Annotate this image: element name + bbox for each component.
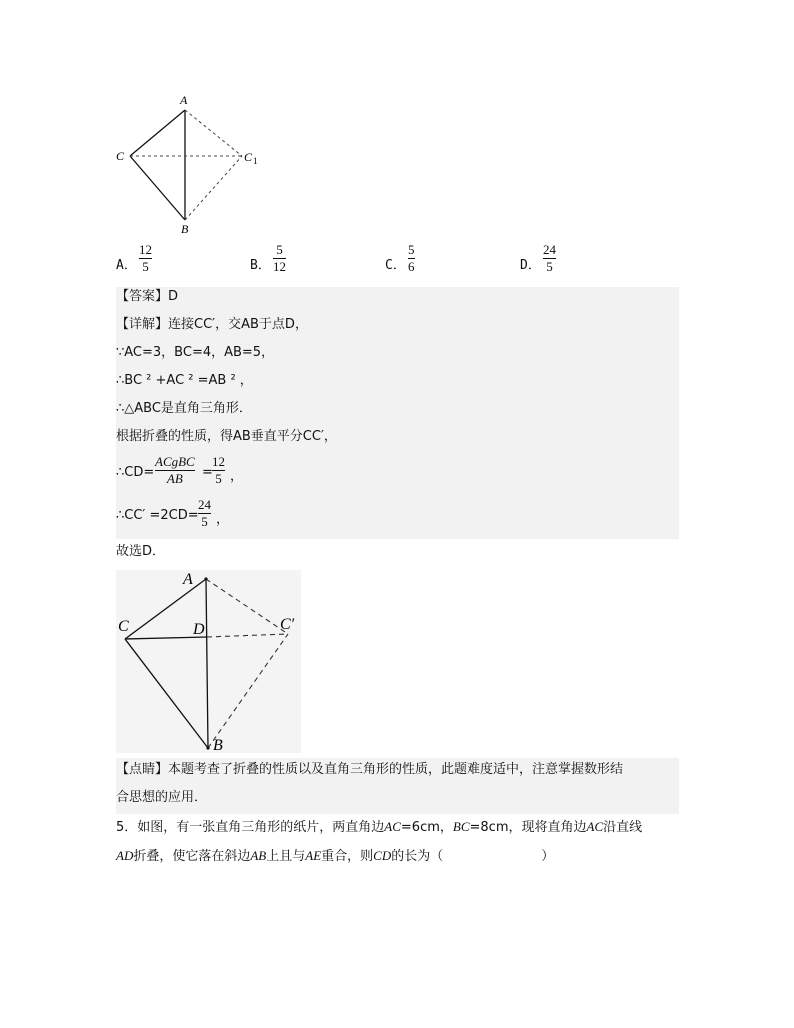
option-d-fraction bbox=[543, 243, 556, 274]
option-b-label: B． bbox=[250, 258, 271, 273]
question5-line-1 bbox=[116, 818, 642, 837]
detail-6-rden: 5 bbox=[215, 471, 222, 486]
q5-text-2b: 上且与 bbox=[266, 849, 306, 864]
option-a-label: A． bbox=[116, 258, 137, 273]
detail-6-fraction bbox=[155, 455, 195, 486]
option-c-label: C． bbox=[385, 258, 406, 273]
option-c-num: 5 bbox=[408, 242, 415, 257]
option-b-fraction bbox=[273, 243, 286, 274]
comment-tag: 【点睛】 bbox=[116, 762, 169, 777]
comment-line-1 bbox=[116, 761, 623, 779]
option-c-den: 6 bbox=[408, 259, 415, 274]
q5-var-ae: AE bbox=[305, 848, 322, 863]
q5-var-bc: BC bbox=[452, 819, 470, 834]
q5-var-ad: AD bbox=[116, 848, 134, 863]
detail-7-den: 5 bbox=[201, 514, 208, 529]
option-c-fraction bbox=[408, 243, 415, 274]
label-c1-sub: 1 bbox=[253, 156, 258, 166]
option-b-den: 12 bbox=[273, 259, 286, 274]
q5-text-2e: ） bbox=[541, 849, 555, 864]
q5-var-cd: CD bbox=[373, 848, 392, 863]
label2-d: D bbox=[193, 621, 205, 638]
label2-cprime: C′ bbox=[280, 616, 295, 633]
detail-6-eq: = bbox=[202, 465, 213, 480]
seg2-ab bbox=[206, 579, 208, 748]
figure-1 bbox=[110, 90, 280, 238]
label-a: A bbox=[180, 93, 188, 107]
label-c1: C bbox=[244, 150, 253, 164]
option-d-den: 5 bbox=[546, 259, 553, 274]
detail-line-3: ∴BC ² +AC ² =AB ² ， bbox=[116, 373, 253, 388]
detail-7-num: 24 bbox=[198, 497, 211, 512]
q5-text-1b: =6cm， bbox=[400, 820, 453, 835]
label-c: C bbox=[116, 149, 125, 163]
segment-cb bbox=[130, 156, 185, 220]
comment-text-1: 本题考查了折叠的性质以及直角三角形的性质，此题难度适中，注意掌握数形结 bbox=[168, 762, 624, 777]
detail-7-fraction bbox=[198, 498, 211, 529]
option-d-num: 24 bbox=[543, 242, 556, 257]
label2-b: B bbox=[213, 737, 223, 753]
detail-6-rnum: 12 bbox=[212, 454, 225, 469]
q5-var-ab: AB bbox=[250, 848, 267, 863]
detail-line-8: 故选D． bbox=[116, 544, 166, 559]
q5-text-2c: 重合，则 bbox=[321, 849, 374, 864]
q5-text-1a: 5．如图，有一张直角三角形的纸片，两直角边 bbox=[116, 820, 385, 835]
q5-text-2d: 的长为（ bbox=[391, 849, 444, 864]
label2-a: A bbox=[183, 571, 193, 588]
detail-line-2: ∵AC=3，BC=4，AB=5， bbox=[116, 345, 275, 360]
detail-6-prefix: ∴CD= bbox=[116, 465, 155, 480]
detail-6-result bbox=[212, 455, 225, 486]
detail-line-5: 根据折叠的性质，得AB垂直平分CC′， bbox=[116, 429, 337, 444]
label-b: B bbox=[181, 222, 189, 236]
answer-value: D bbox=[168, 289, 179, 304]
answer-line bbox=[116, 288, 178, 306]
q5-text-1c: =8cm，现将直角边 bbox=[469, 820, 587, 835]
q5-text-2a: 折叠，使它落在斜边 bbox=[133, 849, 251, 864]
q5-text-1d: 沿直线 bbox=[603, 820, 643, 835]
detail-6-num: ACgBC bbox=[155, 454, 195, 469]
segment-bc1 bbox=[185, 156, 242, 220]
option-a-num: 12 bbox=[139, 242, 152, 257]
seg2-cb bbox=[125, 639, 208, 748]
question5-line-2 bbox=[116, 847, 554, 866]
detail-6-suffix: ， bbox=[230, 469, 244, 484]
detail-line-1 bbox=[116, 316, 308, 334]
seg2-dcp bbox=[207, 634, 288, 637]
detail-text-1: 连接CC′，交AB于点D， bbox=[168, 317, 308, 332]
figure-2 bbox=[116, 570, 301, 753]
detail-tag: 【详解】 bbox=[116, 317, 169, 332]
point-a bbox=[204, 577, 207, 580]
comment-line-2: 合思想的应用． bbox=[116, 790, 208, 805]
answer-tag: 【答案】 bbox=[116, 289, 169, 304]
label2-c: C bbox=[118, 618, 129, 635]
option-a-den: 5 bbox=[142, 259, 149, 274]
segment-ca bbox=[130, 110, 185, 156]
option-b-num: 5 bbox=[276, 242, 283, 257]
point-b bbox=[206, 746, 209, 749]
seg2-acp bbox=[206, 579, 288, 634]
segment-ac1 bbox=[185, 110, 242, 156]
option-d-label: D． bbox=[520, 258, 541, 273]
detail-line-4: ∴△ABC是直角三角形． bbox=[116, 401, 252, 416]
detail-6-den: AB bbox=[166, 471, 183, 486]
q5-var-ac-2: AC bbox=[586, 819, 604, 834]
seg2-bcp bbox=[208, 634, 288, 748]
detail-7-suffix: ， bbox=[216, 512, 230, 527]
option-a-fraction bbox=[139, 243, 152, 274]
detail-7-prefix: ∴CC′ =2CD= bbox=[116, 508, 199, 523]
q5-var-ac: AC bbox=[384, 819, 401, 834]
